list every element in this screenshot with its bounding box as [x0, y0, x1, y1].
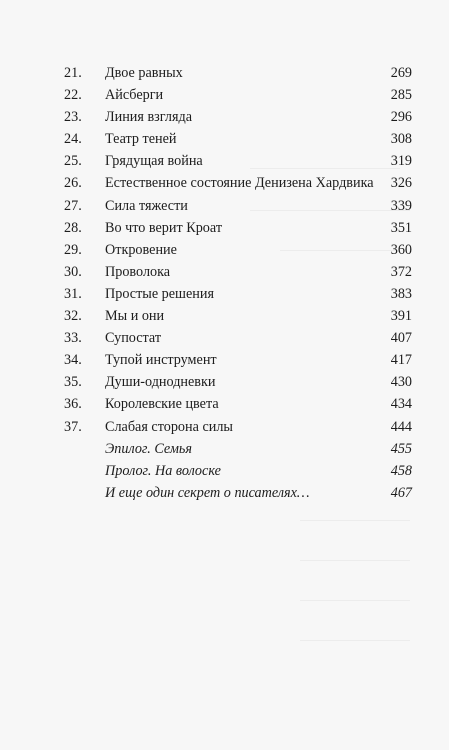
toc-entry-page-number: 326 [390, 175, 412, 192]
toc-entry [64, 150, 412, 172]
toc-entry-title: Двое равных [105, 65, 183, 81]
toc-entry-title: Линия взгляда [105, 109, 192, 126]
toc-entry-page-number: 417 [390, 352, 412, 369]
toc-entry [64, 128, 412, 150]
toc-entry [64, 460, 412, 482]
toc-entry [64, 283, 412, 305]
toc-entry [64, 393, 412, 415]
toc-entry-title: Слабая сторона силы [105, 418, 233, 435]
toc-entry-page-number: 285 [390, 87, 412, 104]
toc-entry-title: Эпилог. Семья [105, 440, 192, 457]
toc-entry-title: Айсберги [105, 87, 164, 104]
toc-entry-number: 35. [64, 374, 82, 391]
toc-entry-page-number: 458 [390, 462, 412, 479]
toc-entry-title: Сила тяжести [105, 197, 188, 214]
toc-entry-title: Проволока [105, 263, 171, 280]
toc-entry-title: Мы и они [105, 308, 165, 325]
toc-entry [64, 482, 412, 504]
toc-entry [64, 349, 412, 371]
toc-entry-number: 36. [64, 396, 82, 413]
toc-entry-page-number: 383 [390, 285, 412, 302]
toc-entry-title: Во что верит Кроат [105, 219, 223, 236]
toc-entry-title: Откровение [105, 241, 177, 258]
toc-entry-page-number: 434 [390, 396, 412, 413]
toc-entry-page-number: 444 [390, 418, 412, 435]
toc-entry [64, 239, 412, 261]
table-of-contents [64, 62, 412, 504]
toc-entry-page-number: 319 [390, 153, 412, 170]
toc-entry [64, 261, 412, 283]
toc-entry [64, 195, 412, 217]
toc-entry [64, 172, 412, 194]
toc-entry [64, 106, 412, 128]
toc-entry-number: 33. [64, 330, 82, 347]
toc-entry-title: Тупой инструмент [105, 352, 217, 369]
toc-entry [64, 416, 412, 438]
toc-entry-title: Простые решения [105, 285, 214, 302]
toc-entry-page-number: 407 [390, 330, 412, 347]
toc-entry-number: 24. [64, 131, 82, 148]
toc-entry-number: 31. [64, 285, 82, 302]
toc-entry [64, 327, 412, 349]
toc-entry-title: И еще один секрет о писателях… [105, 484, 310, 501]
toc-entry-number: 21. [64, 65, 82, 81]
toc-entry-page-number: 372 [390, 263, 412, 280]
toc-entry-number: 34. [64, 352, 82, 369]
toc-entry-page-number: 467 [390, 484, 412, 501]
toc-entry-title: Театр теней [105, 131, 177, 148]
toc-entry-page-number: 430 [390, 374, 412, 391]
toc-entry-number: 22. [64, 87, 82, 104]
toc-entry [64, 305, 412, 327]
toc-entry-number: 32. [64, 308, 82, 325]
toc-entry-page-number: 296 [390, 109, 412, 126]
toc-entry-title: Супостат [105, 330, 162, 347]
toc-entry-number: 25. [64, 153, 82, 170]
toc-entry-page-number: 360 [390, 241, 412, 258]
toc-entry-number: 27. [64, 197, 82, 214]
toc-entry-title: Естественное состояние Денизена Хардвика [105, 175, 374, 192]
toc-entry-page-number: 391 [390, 308, 412, 325]
toc-entry [64, 217, 412, 239]
toc-entry [64, 62, 412, 84]
toc-entry-number: 26. [64, 175, 82, 192]
toc-entry-title: Души-однодневки [105, 374, 216, 391]
toc-entry-title: Королевские цвета [105, 396, 219, 413]
toc-entry-number: 29. [64, 241, 82, 258]
toc-entry-page-number: 308 [390, 131, 412, 148]
toc-entry-page-number: 455 [390, 440, 412, 457]
toc-entry-page-number: 339 [390, 197, 412, 214]
toc-entry-number: 30. [64, 263, 82, 280]
toc-entry-page-number: 269 [390, 65, 412, 81]
toc-entry-title: Грядущая война [105, 153, 203, 170]
toc-entry-page-number: 351 [390, 219, 412, 236]
toc-entry-number: 28. [64, 219, 82, 236]
toc-entry-title: Пролог. На волоске [105, 462, 221, 479]
toc-entry [64, 438, 412, 460]
toc-entry-number: 37. [64, 418, 82, 435]
toc-entry [64, 84, 412, 106]
toc-entry [64, 371, 412, 393]
toc-entry-number: 23. [64, 109, 82, 126]
